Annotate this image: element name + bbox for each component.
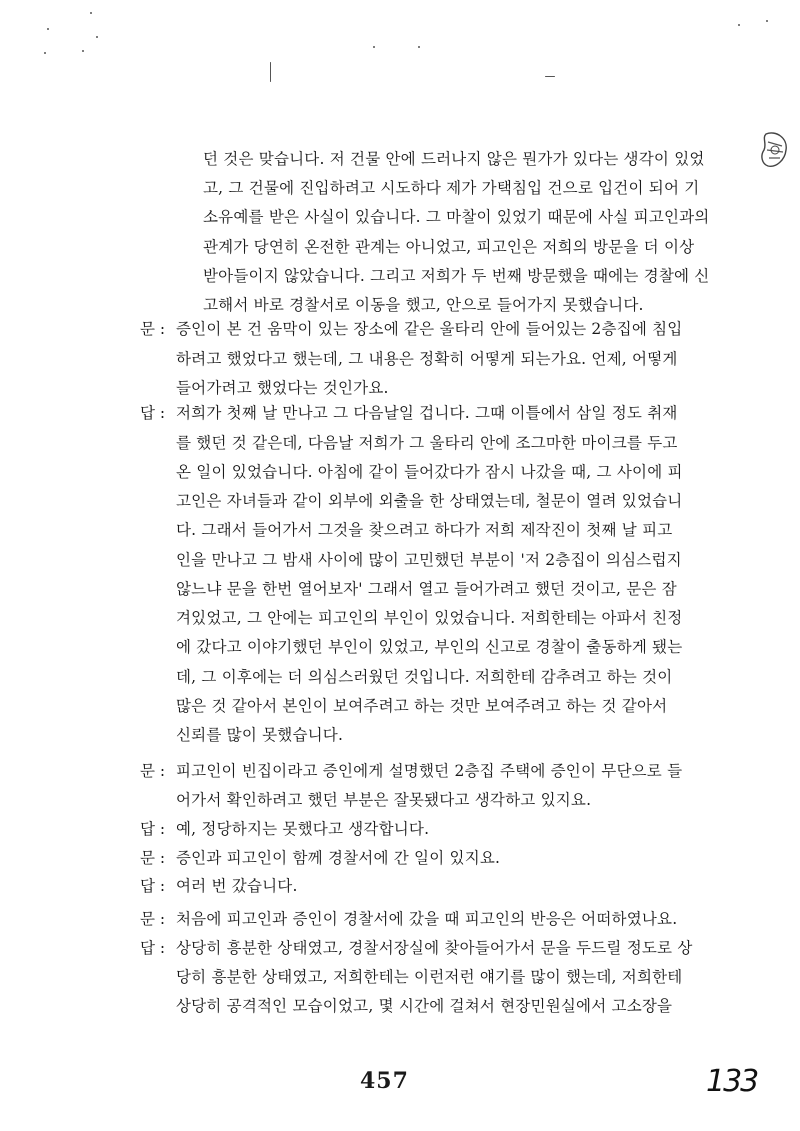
answer-marker: 답 : <box>140 877 166 895</box>
answer-text: 다. 그래서 들어가서 그것을 찾으려고 하다가 저희 제작진이 첫째 날 피고 <box>176 521 673 539</box>
official-seal-icon <box>758 128 792 176</box>
answer-text: 저희가 첫째 날 만나고 그 다음날일 겁니다. 그때 이틀에서 삼일 정도 취재 <box>176 404 678 422</box>
answer-text: 데, 그 이후에는 더 의심스러웠던 것입니다. 저희한테 감추려고 하는 것이 <box>176 668 673 686</box>
answer-text: 고인은 자녀들과 같이 외부에 외출을 한 상태였는데, 철문이 열려 있었습니 <box>176 492 683 510</box>
answer-text: 많은 것 같아서 본인이 보여주려고 하는 것만 보여주려고 하는 것 같아서 <box>176 697 668 715</box>
text-line: 고, 그 건물에 진입하려고 시도하다 제가 가택침입 건으로 입건이 되어 기 <box>203 179 700 197</box>
answer-text: 신뢰를 많이 못했습니다. <box>176 726 344 744</box>
answer-text: 인을 만나고 그 밤새 사이에 많이 고민했던 부분이 '저 2층집이 의심스럽지 <box>176 551 682 569</box>
text-line: 소유예를 받은 사실이 있습니다. 그 마찰이 있었기 때문에 사실 피고인과의 <box>203 208 710 226</box>
handwritten-page-number: 133 <box>706 1064 758 1099</box>
text-line: 관계가 당연히 온전한 관계는 아니었고, 피고인은 저희의 방문을 더 이상 <box>203 238 695 256</box>
text-line: 받아들이지 않았습니다. 그리고 저희가 두 번째 방문했을 때에는 경찰에 신 <box>203 267 710 285</box>
question-text: 증인과 피고인이 함께 경찰서에 간 일이 있지요. <box>176 849 501 867</box>
answer-marker: 답 : <box>140 820 166 838</box>
answer-text: 온 일이 있었습니다. 아침에 같이 들어갔다가 잠시 나갔을 때, 그 사이에 피 <box>176 463 683 481</box>
question-text: 증인이 본 건 움막이 있는 장소에 같은 울타리 안에 들어있는 2층집에 침입 <box>176 320 683 338</box>
question-marker: 문 : <box>140 849 166 867</box>
answer-text: 상당히 공격적인 모습이었고, 몇 시간에 걸쳐서 현장민원실에서 고소장을 <box>176 997 673 1015</box>
question-text: 어가서 확인하려고 했던 부분은 잘못됐다고 생각하고 있지요. <box>176 791 592 809</box>
answer-text: 여러 번 갔습니다. <box>176 877 298 895</box>
answer-text: 예, 정당하지는 못했다고 생각합니다. <box>176 820 430 838</box>
answer-marker: 답 : <box>140 404 166 422</box>
answer-text: 를 했던 것 같은데, 다음날 저희가 그 울타리 안에 조그마한 마이크를 두고 <box>176 434 678 452</box>
answer-text: 겨있었고, 그 안에는 피고인의 부인이 있었습니다. 저희한테는 아파서 친정 <box>176 609 683 627</box>
text-line: 고해서 바로 경찰서로 이동을 했고, 안으로 들어가지 못했습니다. <box>203 296 644 314</box>
answer-text: 상당히 흥분한 상태였고, 경찰서장실에 찾아들어가서 문을 두드릴 정도로 상 <box>176 939 693 957</box>
question-text: 하려고 했었다고 했는데, 그 내용은 정확히 어떻게 되는가요. 언제, 어떻게 <box>176 350 678 368</box>
answer-marker: 답 : <box>140 939 166 957</box>
text-line: 던 것은 맞습니다. 저 건물 안에 드러나지 않은 뭔가가 있다는 생각이 있었 <box>203 150 705 168</box>
question-text: 들어가려고 했었다는 것인가요. <box>176 379 389 397</box>
question-marker: 문 : <box>140 910 166 928</box>
question-marker: 문 : <box>140 762 166 780</box>
answer-text: 않느냐 문을 한번 열어보자' 그래서 열고 들어가려고 했던 것이고, 문은 잠 <box>176 580 677 598</box>
page-number: 457 <box>360 1068 409 1094</box>
question-text: 처음에 피고인과 증인이 경찰서에 갔을 때 피고인의 반응은 어떠하였나요. <box>176 910 678 928</box>
question-marker: 문 : <box>140 320 166 338</box>
question-text: 피고인이 빈집이라고 증인에게 설명했던 2층집 주택에 증인이 무단으로 들 <box>176 762 683 780</box>
answer-text: 당히 흥분한 상태였고, 저희한테는 이런저런 얘기를 많이 했는데, 저희한테 <box>176 968 683 986</box>
answer-text: 에 갔다고 이야기했던 부인이 있었고, 부인의 신고로 경찰이 출동하게 됐는 <box>176 638 683 656</box>
